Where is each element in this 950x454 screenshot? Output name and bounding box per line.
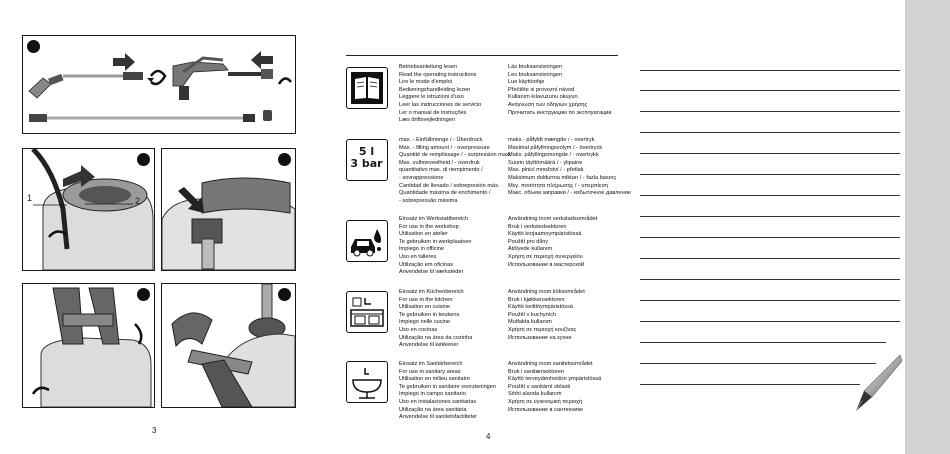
figure-assembly [22,35,296,134]
text-line: Bruk i sanitærsektoren [508,368,564,375]
note-line [640,153,900,154]
text-line: Přečtěte si provozní návod [508,86,575,93]
pen-icon [850,355,902,413]
section-2-left [399,137,510,205]
note-line [640,111,900,112]
text-line: For use in the kitchen [399,296,453,303]
text-line: For use in sanitary areas [399,368,461,375]
text-line: Ler o manual de instruções [399,109,467,116]
text-line: Cantidad de llenado / sobrepresión máx. [399,182,500,189]
text-line: Mutfakta kullanım [508,319,552,326]
text-line: Einsatz im Küchenbereich [399,289,464,295]
text-line: Bedieningshandleiding lezen [399,86,471,93]
text-line: - sobrepressão máxima [399,197,458,204]
capacity-pressure-label: 3 bar [350,157,383,170]
text-line: Betriebsanleitung lesen [399,64,458,70]
note-line [640,237,900,238]
text-line: Maximal påfyllningsvolym / - övertryck [508,144,603,151]
text-line: Použití v kuchyních [508,311,557,318]
step-badge [278,153,291,166]
text-line: Utilisation en atelier [399,231,448,238]
sanitary-icon [346,361,388,403]
callout-2: 2 [135,196,141,206]
step-badge [278,288,291,301]
text-line: Maksimum doldurma miktarı / - fazla basınç [508,174,617,181]
note-line [640,300,900,301]
section-5-left [399,361,496,422]
text-line: Användning inom verkstadsområdet [508,216,598,222]
text-line: Bruk i verkstedsektoren [508,223,567,230]
note-line [640,279,900,280]
step-badge [137,153,150,166]
capacity-icon [346,139,388,181]
page-edge-strip [905,0,950,454]
text-line: Atölyede kullanım [508,246,553,253]
page-number-left: 3 [152,426,157,435]
text-line: quantitativo max. di riempimento / [399,167,483,174]
text-line: Utilização na área sanitária [399,406,467,413]
header-rule [346,55,618,56]
note-line [640,216,900,217]
callout-1: 1 [27,193,33,203]
kitchen-icon [346,291,388,333]
text-line: Uso en cocinas [399,326,438,333]
workshop-icon [346,220,388,262]
note-line [640,342,886,343]
text-line: Použití v sanitární oblasti [508,383,571,390]
text-line: Χρήση σε υγιεινομική περιοχή [508,398,583,405]
text-line: Max. - filling amount / - overpressure [399,144,490,151]
figure-pump-hose [22,148,155,271]
text-line: Макс. объем заправки / - избыточное давление [508,190,631,197]
text-line: Utilisation en cuisine [399,304,450,311]
text-line: Использование в мастерской [508,261,585,268]
section-5-right [508,361,601,414]
text-line: Impiego in campo sanitario [399,391,466,398]
text-line: Användning inom köksområdet [508,289,585,295]
text-line: maks.- påfyldt mængde / - overtryk [508,137,595,143]
text-line: Χρήση σε περιοχή συνεργείου [508,253,583,260]
text-line: Utilisation en milieu sanitaire [399,376,470,383]
note-line [640,363,876,364]
text-line: Read the operating instructions [399,71,477,78]
capacity-volume-label: 5 l [358,145,375,158]
text-line: Maks. påfyllingsmengde / - overtrykk [508,152,599,159]
text-line: Leer las instrucciones de servicio [399,101,482,108]
text-line: Anvendelse til køkkener [399,342,459,349]
text-line: Quantité de remplissage / - surpression maxi [399,152,510,159]
text-line: Einsatz im Werkstattbereich [399,216,469,222]
text-line: Käyttö keittiöympäristössä [508,304,573,311]
text-line: Uso en talleres [399,253,437,260]
figure-filling-neck [161,148,296,271]
step-badge [137,288,150,301]
text-line: Einsatz im Sanitärbereich [399,361,463,367]
text-line: Quantidade máxima de enchimento / [399,190,491,197]
text-line: Utilização em oficinas [399,261,454,268]
text-line: Kullanım kılavuzunu okuyun [508,94,578,101]
text-line: Användning inom sanitetsområdet [508,361,593,367]
note-line [640,258,900,259]
page-number-right: 4 [486,432,491,441]
text-line: Χρήση σε περιοχή κουζίνας [508,326,577,333]
text-line: Läs bruksanvisningen [508,64,563,70]
note-line [640,384,860,385]
text-line: Uso en instalaciones sanitarias [399,398,477,405]
section-2-right [508,137,631,198]
text-line: Læs driftsvejledningen [399,117,455,124]
note-line [640,195,900,196]
section-3-left [399,216,471,277]
note-line [640,132,900,133]
text-line: - sovrappressione [399,174,444,181]
note-line [640,90,900,91]
text-line: Te gebruiken in sanitaire voorzieningen [399,383,497,390]
text-line: max. - Einfüllmenge / - Überdruck [399,137,483,143]
section-4-right [508,289,585,342]
note-line [640,70,900,71]
text-line: Käyttö korjaamoympäristössä [508,231,582,238]
text-line: Les bruksanvisningen [508,71,563,78]
text-line: Max. vulhoeveelheid / - overdruk [399,159,480,166]
step-badge [27,40,40,53]
note-line [640,174,900,175]
text-line: For use in the workshop [399,223,459,230]
note-line [640,321,900,322]
text-line: Te gebruiken in keukens [399,311,460,318]
text-line: Max. plnicí množství / - přetlak [508,167,584,174]
figure-handle [22,283,155,408]
text-line: Suurin täyttömäärä / - ylipaine [508,159,583,166]
text-line: Te gebruiken in werkplaatsen [399,238,472,245]
text-line: Impiego nelle cucine [399,319,450,326]
text-line: Bruk i kjøkkensektoren [508,296,565,303]
section-1-left [399,64,481,125]
text-line: Ανάγνωση των οδηγιών χρήσης [508,101,588,108]
section-1-right [508,64,612,117]
text-line: Impiego in officine [399,246,444,253]
text-line: Leggere le istruzioni d'uso [399,94,464,101]
text-line: Прочитать инструкцию по эксплуатации [508,109,612,116]
text-line: Использование в сантехнике [508,406,584,413]
section-4-left [399,289,472,350]
text-line: Käyttö terveydenhoidon ympäristössä [508,376,602,383]
text-line: Sıhhi alanda kullanım [508,391,562,398]
text-line: Použití pro dílny [508,238,549,245]
text-line: Anvendelse til værksteder [399,269,464,276]
text-line: Μεγ. ποσότητα πλήρωσης / - υπερπίεση [508,182,609,189]
book-icon [346,67,388,109]
text-line: Anvendelse til sanitetsfaciliteter [399,414,478,421]
text-line: Lire le mode d'emploi [399,79,452,86]
text-line: Utilização na área da cozinha [399,334,473,341]
text-line: Lue käyttöohje [508,79,545,86]
text-line: Использование на кухне [508,334,572,341]
figure-strap [161,283,296,408]
section-3-right [508,216,597,269]
